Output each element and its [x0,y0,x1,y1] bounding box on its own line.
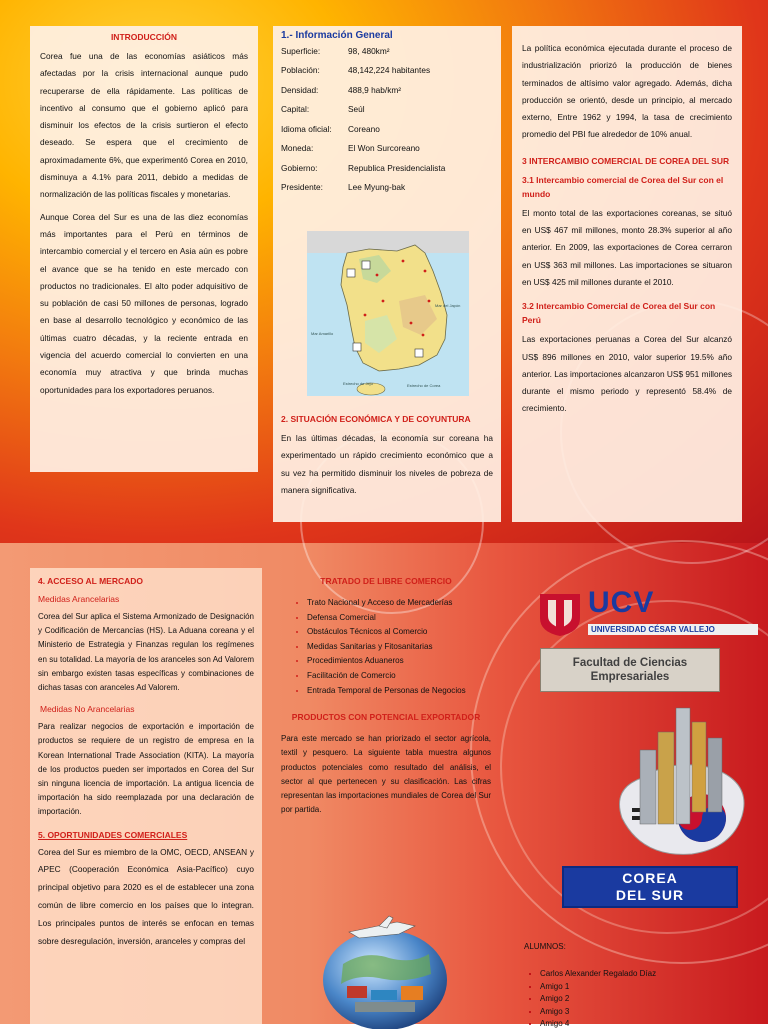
tlc-item [307,684,491,699]
tlc-item [307,611,491,626]
tlc-item [307,640,491,655]
students-label: ALUMNOS: [524,942,566,951]
student-item [540,1018,656,1031]
tlc-item-label: Defensa Comercial [307,612,376,622]
intro-paragraph-1: Corea fue una de las economías asiáticos más afectadas por la crisis internacional aunque pudo recuperarse de ella rápidamente. Las políticas de incentivo al consumo que el gobierno aplicó para disminuir los efectos de la crisis surtieron el efecto deseado. Se espera que el crecimiento de aproximadamente 6%, que experimentó Corea en 2010, disminuya a 4.1% para 2011, debido a medidas de normalización de las políticas fiscales y monetarias. [40,51,248,200]
students-list [524,968,656,1031]
cover-title-line1: COREA [622,870,678,886]
student-item [540,968,656,981]
info-row-value: 488,9 hab/km² [348,84,402,95]
info-row-label: Superficie: [281,45,321,56]
info-row-value: Coreano [348,123,380,134]
intro-paragraph-2: Aunque Corea del Sur es una de las diez economías más importantes para el Perú en términos de intercambio comercial y el tercero en Asia aún es pobre el avance que se ha tenido en este mercado con productos no tradicionales. El alto poder adquisitivo de su población de casi 50 millones de personas, logrado en base al desarrollo tecnológico y económico de las últimas cuatro décadas, y la reciente entrada en vigencia del acuerdo comercial lo convierten en una economía muy atractiva y que brinda muchas oportunidades para los exportadores peruanos. [40,211,248,395]
info-row-label: Idioma oficial: [281,123,332,134]
situacion-title: 2. SITUACIÓN ECONÓMICA Y DE COYUNTURA [281,414,471,424]
ucv-logo-text: UCV [588,586,655,619]
tlc-item [307,596,491,611]
student-name: Amigo 2 [540,994,570,1003]
korea-buildings-image [592,698,768,868]
cover-panel [512,568,768,1028]
intercambio-title: 3 INTERCAMBIO COMERCIAL DE COREA DEL SUR [522,155,730,166]
student-item [540,1006,656,1019]
acceso-sub1: Medidas Arancelarias [38,594,120,604]
tlc-item [307,625,491,640]
tlc-item-label: Medidas Sanitarias y Fitosanitarias [307,641,433,651]
tlc-title: TRATADO DE LIBRE COMERCIO [320,576,452,586]
intro-panel [30,26,258,472]
student-name: Carlos Alexander Regalado Díaz [540,969,657,978]
info-row-value: Republica Presidencialista [348,162,446,173]
info-title: 1.- Información General [281,30,393,41]
tlc-item-label: Entrada Temporal de Personas de Negocios [307,685,466,695]
info-row-value: Lee Myung-bak [348,182,406,193]
info-row-value: 98, 480km² [348,45,390,56]
university-name: UNIVERSIDAD CÉSAR VALLEJO [588,624,758,635]
tlc-item-label: Trato Nacional y Acceso de Mercaderías [307,598,453,607]
info-row [281,178,445,198]
cover-title-box [562,866,738,908]
map-label-sea-west: Mar Amarillo [311,331,334,336]
oportunidades-text: Corea del Sur es miembro de la OMC, OECD, ANSEAN y APEC (Cooperación Económica Asia-Pacífico) cuyo principal objetivo para 2020 es el de establecer una zona común de libre comercio en los países que lo integran. Los principales puntos de interés se enfocan en temas sobre desregulación, inversión, aranceles y compras del [38,846,254,946]
info-table [281,41,445,197]
student-name: Amigo 3 [540,1006,570,1016]
info-panel [273,26,501,522]
info-row [281,119,445,139]
situacion-text: En las últimas décadas, la economía sur coreana ha experimentado un rápido crecimiento económico que a su vez ha permitido disminuir los niveles de pobreza de manera significativa. [281,433,493,495]
acceso-text2: Para realizar negocios de exportación e importación de productos se requiere de un registro de empresa en la Korean International Trade Association (KITA). La mayoría de los productos pueden ser importados en Corea del Sur sin ninguna licencia de importación. La antigua licencia de importación ha sido reemplazada por una declaración de importación. [38,722,254,817]
intercambio-sub2: 3.2 Intercambio Comercial de Corea del Sur con Perú [522,301,716,326]
info-row-label: Población: [281,65,320,76]
tlc-panel [275,568,497,1024]
productos-text: Para este mercado se han priorizado el sector agrícola, textil y pesquero. La siguiente tabla muestra algunos productos potenciales como resultado del análisis, el sector al que pertenecen y su clasificación. Las cifras representan las importaciones mundiales de Corea del Sur por partida. [281,734,491,815]
acceso-title: 4. ACCESO AL MERCADO [38,576,144,586]
info-row-label: Capital: [281,104,310,115]
tlc-item-label: Procedimientos Aduaneros [307,656,404,666]
ucv-logo [536,586,758,644]
tlc-item [307,654,491,669]
info-row [281,100,445,120]
info-row [281,41,445,61]
map-label-strait: Estrecho de Corea [407,383,441,388]
acceso-text1: Corea del Sur aplica el Sistema Armonizado de Designación y Codificación de Mercancías (HS). La Aduana coreana y el Ministerio de Estrategia y Finanzas regulan los regímenes en su totalidad. La mayoría de los aranceles son Ad Valorem sin embargo existen tasas específicas y combinaciones de dichas tasas con aranceles Ad Valorem. [38,612,254,693]
oportunidades-title: 5. OPORTUNIDADES COMERCIALES [38,829,188,840]
acceso-panel [30,568,262,1024]
tlc-item [307,669,491,684]
student-item [540,981,656,994]
acceso-sub2: Medidas No Arancelarias [40,704,135,715]
info-row-label: Densidad: [281,84,319,95]
faculty-name: Facultad de Ciencias Empresariales [572,657,688,683]
student-item [540,993,656,1006]
politica-text: La política económica ejecutada durante el proceso de industrialización priorizó la producción de bienes terminados de altísimo valor agregado. Además, dicha producción se orientó, desde un principio, al mercado externo, Entre 1962 y 1994, la tasa de crecimiento promedio del PBI fue alrededor de 10% anual. [522,43,732,140]
logistics-globe-image [319,914,451,1029]
intercambio-text1: El monto total de las exportaciones coreanas, se situó en US$ 467 mil millones, monto 28.3% superior al año anterior. En 2009, las exportaciones de Corea cerraron en US$ 363 mil millones. Las importaciones se situaron en US$ 425 mil millones durante el 2010. [522,207,732,287]
map-label-island: Estrecho de Jeju [343,381,373,386]
info-row-label: Moneda: [281,143,314,154]
map-label-sea-east: Mar del Japón [435,303,461,308]
info-row [281,61,445,81]
info-row-value: 48,142,224 habitantes [348,65,431,76]
info-row-label: Gobierno: [281,162,318,173]
student-name: Amigo 4 [540,1019,570,1028]
info-row-value: El Won Surcoreano [348,143,420,154]
korea-map [307,231,469,396]
productos-title: PRODUCTOS CON POTENCIAL EXPORTADOR [291,712,481,723]
info-row [281,158,445,178]
info-row-label: Presidente: [281,182,323,193]
tlc-list [281,596,491,698]
tlc-item-label: Obstáculos Técnicos al Comercio [307,627,428,637]
intro-title: INTRODUCCIÓN [110,32,178,42]
intercambio-text2: Las exportaciones peruanas a Corea del Sur alcanzó US$ 896 millones en 2010, valor superior 19.5% año anterior. Las importaciones alcanzaron US$ 951 millones durante el mismo periodo y representó 58.4% de crecimiento. [522,334,732,414]
cover-title-line2: DEL SUR [615,887,685,903]
student-name: Amigo 1 [540,981,570,991]
info-row [281,139,445,159]
info-row-value: Seúl [348,104,365,115]
faculty-box [540,648,720,692]
intercambio-sub1: 3.1 Intercambio comercial de Corea del Sur con el mundo [522,174,724,199]
trade-panel [512,26,742,522]
ucv-logo-emblem [538,590,582,636]
tlc-item-label: Facilitación de Comercio [307,670,396,680]
info-row [281,80,445,100]
